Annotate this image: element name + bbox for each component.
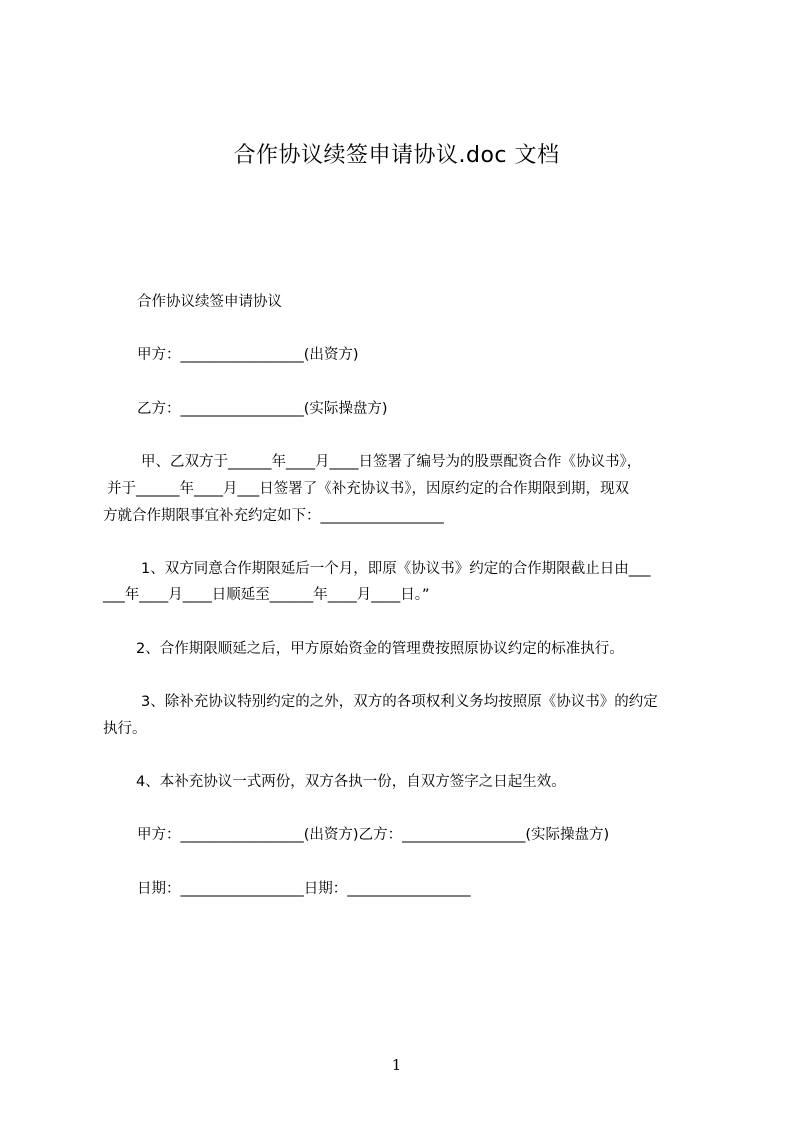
signature-line: 甲方：_________________(出资方)乙方：_________________(实际操盘方) (137, 827, 610, 843)
clause-3-line-2: 执行。 (103, 721, 147, 737)
intro-line-1: 甲、乙双方于______年____月____日签署了编号为的股票配资合作《协议书》， (141, 454, 642, 470)
intro-line-3: 方就合作期限事宜补充约定如下：_________________ (103, 508, 444, 524)
document-title: 合作协议续签申请协议.doc 文档 (233, 143, 560, 168)
intro-line-2: 并于______年____月___日签署了《补充协议书》，因原约定的合作期限到期，现双 (107, 481, 629, 497)
page-number: 1 (391, 1056, 402, 1074)
party-a-line: 甲方：_________________(出资方) (137, 347, 359, 363)
clause-2: 2、合作期限顺延之后，甲方原始资金的管理费按照原协议约定的标准执行。 (136, 641, 624, 657)
clause-1-line-1: 1、双方同意合作期限延后一个月，即原《协议书》约定的合作期限截止日由___ (141, 561, 651, 577)
date-line: 日期：_________________日期：_________________ (137, 881, 471, 897)
clause-4: 4、本补充协议一式两份，双方各执一份，自双方签字之日起生效。 (136, 774, 566, 790)
party-b-line: 乙方：_________________(实际操盘方) (137, 401, 388, 417)
clause-1-line-2: ___年____月____日顺延至______年____月____日。” (103, 587, 430, 603)
agreement-subtitle: 合作协议续签申请协议 (137, 294, 282, 310)
clause-3-line-1: 3、除补充协议特别约定的之外，双方的各项权利义务均按照原《协议书》的约定 (141, 694, 658, 710)
